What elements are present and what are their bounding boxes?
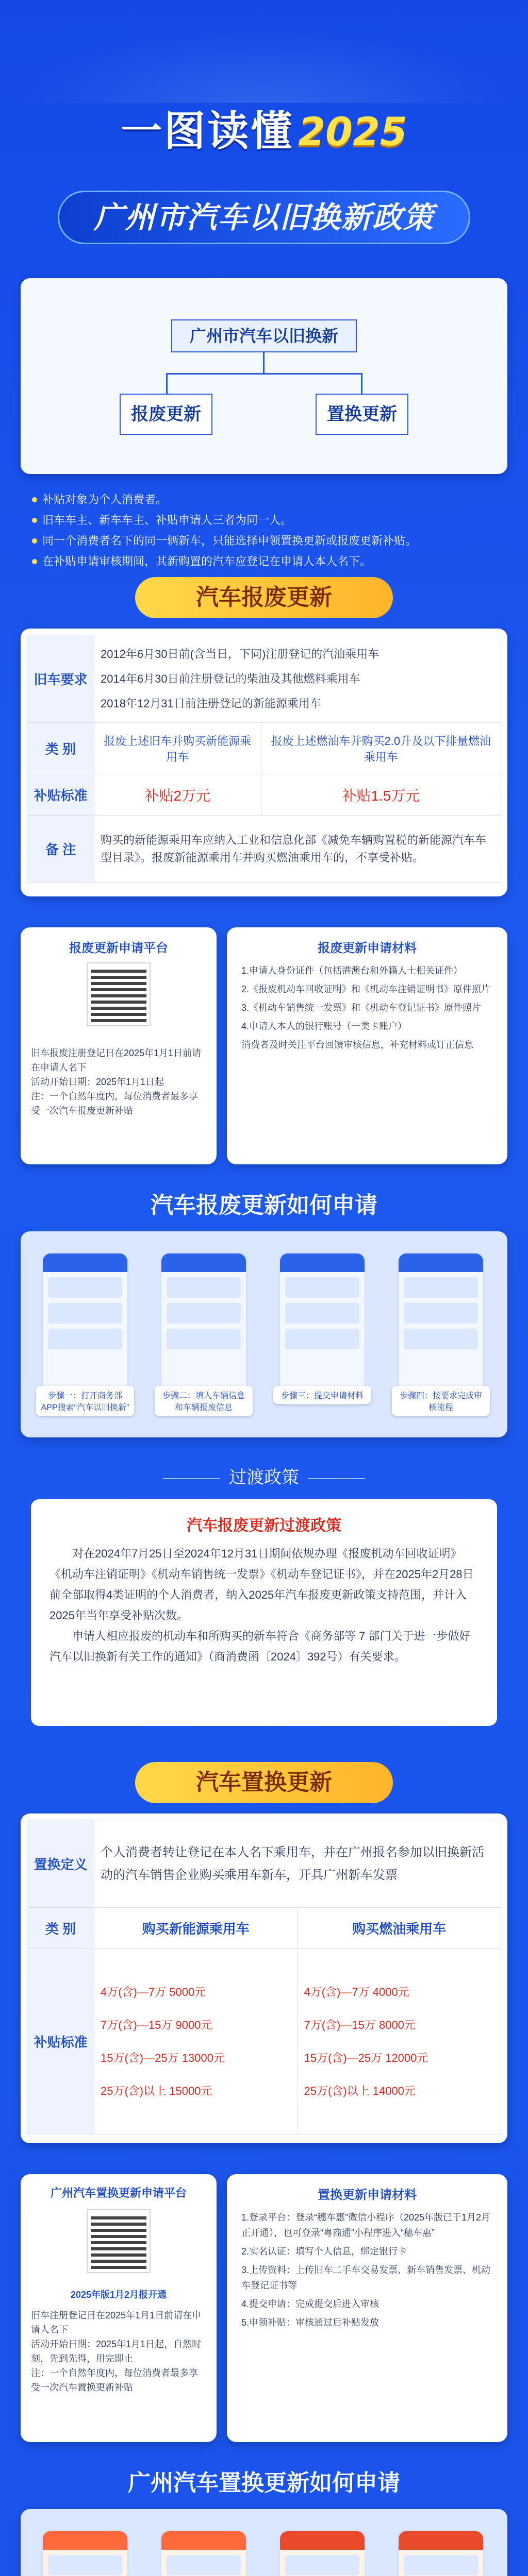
phone-mockup [160, 1252, 248, 1406]
hero-title [0, 98, 528, 157]
trade-tier: 4万(含)—7万 5000元 [101, 1985, 206, 1998]
trade-tier: 25万(含)以上 15000元 [101, 2084, 212, 2097]
transition1-para: 对在2024年7月25日至2024年12月31日期间依规办理《报废机动车回收证明》《机动车注销证明》《机动车销售统一发票》《机动车登记证书》，并在2025年2月28日前全部取得4类证明的个人消费者，纳入2025年汽车报废更新政策支持范围，并计入2025年当年享受补贴次数。 [50, 1547, 474, 1622]
trade-table [27, 1820, 501, 2134]
trade-label-cat: 类 别 [27, 1908, 94, 1949]
material-item: 2.实名认证：填写个人信息，绑定银行卡 [241, 2246, 407, 2257]
phone-mockup [278, 1252, 366, 1406]
material-item: 4.提交申请：完成提交后进入审核 [241, 2299, 380, 2309]
scrap-heading: 汽车报废更新 [135, 577, 393, 618]
trade-tier: 15万(含)—25万 13000元 [101, 2051, 225, 2064]
hero-title-text: 一图读懂 [121, 107, 294, 155]
trade-table-card [21, 1814, 507, 2143]
flow-card [21, 278, 507, 474]
trade-cat-b: 购买燃油乘用车 [298, 1908, 501, 1949]
trade-materials-title: 置换更新申请材料 [318, 2188, 417, 2202]
qr-code [88, 2210, 150, 2272]
trade-tier: 4万(含)—7万 4000元 [304, 1985, 409, 1998]
scrap-platform-notes [31, 1046, 206, 1118]
material-item: 1.申请人身份证件（包括港澳台和外籍人士相关证件） [241, 965, 463, 976]
flow-line [166, 373, 362, 375]
scrap-platform-card [21, 927, 217, 1164]
trade-tier: 7万(含)—15万 8000元 [304, 2018, 416, 2031]
scrap-cat-b: 报废上述燃油车并购买2.0升及以下排量燃油乘用车 [261, 723, 501, 774]
scrap-platform-note: 活动开始日期：2025年1月1日起 [31, 1077, 164, 1087]
material-item: 3.《机动车销售统一发票》和《机动车登记证书》原件照片 [241, 1003, 482, 1013]
step-label: 步骤一：打开商务部APP搜索“汽车以旧换新” [36, 1386, 134, 1416]
flow-scrap: 报废更新 [120, 394, 212, 435]
material-item: 2.《报废机动车回收证明》和《机动车注销证明书》原件照片 [241, 984, 491, 994]
scrap-old-req [94, 635, 501, 723]
trade-label-sub: 补贴标准 [27, 1949, 94, 2134]
note-item: 补贴对象为个人消费者。 [31, 489, 417, 510]
trade-def: 个人消费者转让登记在本人名下乘用车，并在广州报名参加以旧换新活动的汽车销售企业购买乘用车新车，开具广州新车发票 [94, 1820, 501, 1908]
flow-trade: 置换更新 [316, 394, 408, 435]
transition1-title: 汽车报废更新过渡政策 [187, 1517, 341, 1534]
scrap-label-old: 旧车要求 [27, 635, 94, 723]
trade-platform-title: 广州汽车置换更新申请平台 [50, 2187, 187, 2199]
material-item: 5.申领补贴：审核通过后补贴发放 [241, 2317, 380, 2328]
trade-tier: 7万(含)—15万 9000元 [101, 2018, 212, 2031]
notes-list [31, 489, 417, 572]
note-item: 旧车车主、新车车主、补贴申请人三者为同一人。 [31, 510, 417, 531]
note-item: 在补贴申请审核期间，其新购置的汽车应登记在申请人本人名下。 [31, 551, 417, 572]
scrap-label-sub: 补贴标准 [27, 774, 94, 816]
trade-platform-note: 注：一个自然年度内，每位消费者最多享受一次汽车置换更新补贴 [31, 2368, 198, 2393]
trade-tier: 25万(含)以上 14000元 [304, 2084, 416, 2097]
scrap-cat-a: 报废上述旧车并购买新能源乘用车 [94, 723, 261, 774]
scrap-label-note: 备 注 [27, 816, 94, 883]
transition1-card [31, 1499, 497, 1726]
hero-wave [0, 21, 528, 103]
scrap-sub-a: 补贴2万元 [94, 774, 261, 816]
trade-platform-note: 活动开始日期：2025年1月1日起，自然时刻，先到先得，用完即止 [31, 2339, 202, 2364]
trade-steps-card [21, 2509, 507, 2576]
scrap-steps-card [21, 1231, 507, 1437]
scrap-note: 购买的新能源乘用车应纳入工业和信息化部《减免车辆购置税的新能源汽车车型目录》。报废新能源乘用车并购买燃油乘用车的，不享受补贴。 [94, 816, 501, 883]
scrap-old-line: 2018年12月31日前注册登记的新能源乘用车 [101, 697, 321, 710]
transition1-para: 申请人相应报废的机动车和所购买的新车符合《商务部等 7 部门关于进一步做好汽车以旧换新有关工作的通知》（商消费函〔2024〕392号）有关要求。 [50, 1630, 471, 1663]
qr-code [88, 963, 150, 1025]
scrap-old-line: 2014年6月30日前注册登记的柴油及其他燃料乘用车 [101, 672, 360, 685]
trade-materials-card [227, 2174, 507, 2442]
step-label: 步骤二：填入车辆信息和车辆报废信息 [155, 1386, 253, 1416]
material-item: 消费者及时关注平台回馈审核信息，补充材料或订正信息 [241, 1040, 473, 1050]
flow-line [166, 373, 168, 394]
phone-mockup [278, 2530, 366, 2576]
phone-mockup [160, 2530, 248, 2576]
trade-label-def: 置换定义 [27, 1820, 94, 1908]
scrap-old-line: 2012年6月30日前(含当日，下同)注册登记的汽油乘用车 [101, 647, 380, 660]
material-item: 4.申请人本人的银行账号（一类卡账户） [241, 1021, 407, 1031]
note-item: 同一个消费者名下的同一辆新车，只能选择申领置换更新或报废更新补贴。 [31, 531, 417, 551]
scrap-materials-title: 报废更新申请材料 [318, 941, 417, 955]
trade-platform-sub: 2025年版1月2月报开通 [70, 2290, 167, 2300]
trade-materials-list [241, 2210, 493, 2330]
material-item: 1.登录平台：登录“穗车惠”微信小程序（2025年版已于1月2月正开通），也可登录“粤商通”小程序进入“穗车惠” [241, 2212, 491, 2238]
scrap-table [27, 635, 501, 883]
scrap-platform-note: 注：一个自然年度内，每位消费者最多享受一次汽车报废更新补贴 [31, 1091, 198, 1116]
scrap-platform-title: 报废更新申请平台 [69, 941, 168, 955]
trade-platform-notes [31, 2308, 206, 2395]
material-item: 3.上传资料：上传旧车二手车交易发票、新车销售发票、机动车登记证书等 [241, 2265, 491, 2291]
flow-root: 广州市汽车以旧换新 [171, 319, 357, 352]
trade-tiers-a [94, 1949, 298, 2134]
step-label: 步骤三：提交申请材料 [273, 1386, 371, 1404]
phone-mockup [397, 2530, 485, 2576]
scrap-materials-list [241, 963, 493, 1053]
scrap-label-cat: 类 别 [27, 723, 94, 774]
trade-tier: 15万(含)—25万 12000元 [304, 2051, 428, 2064]
flow-line [361, 373, 362, 394]
hero-year: 2025 [298, 109, 407, 155]
phone-mockup [41, 2530, 129, 2576]
scrap-table-card [21, 629, 507, 896]
trade-platform-note: 旧车注册登记日在2025年1月1日前请在申请人名下 [31, 2310, 202, 2335]
trade-heading: 汽车置换更新 [135, 1762, 393, 1803]
trade-tiers-b [298, 1949, 501, 2134]
scrap-sub-b: 补贴1.5万元 [261, 774, 501, 816]
hero-subtitle: 广州市汽车以旧换新政策 [58, 191, 470, 244]
trade-howto-heading: 广州汽车置换更新如何申请 [128, 2470, 400, 2496]
flow-line [263, 352, 265, 373]
phone-mockup [397, 1252, 485, 1406]
transition1-label: 过渡政策 [0, 1463, 528, 1488]
step-label: 步骤四：按要求完成审核流程 [392, 1386, 490, 1416]
phone-mockup [41, 1252, 129, 1406]
scrap-howto-heading: 汽车报废更新如何申请 [151, 1193, 377, 1218]
scrap-platform-note: 旧车报废注册登记日在2025年1月1日前请在申请人名下 [31, 1048, 202, 1073]
trade-platform-card [21, 2174, 217, 2442]
trade-cat-a: 购买新能源乘用车 [94, 1908, 298, 1949]
scrap-materials-card [227, 927, 507, 1164]
